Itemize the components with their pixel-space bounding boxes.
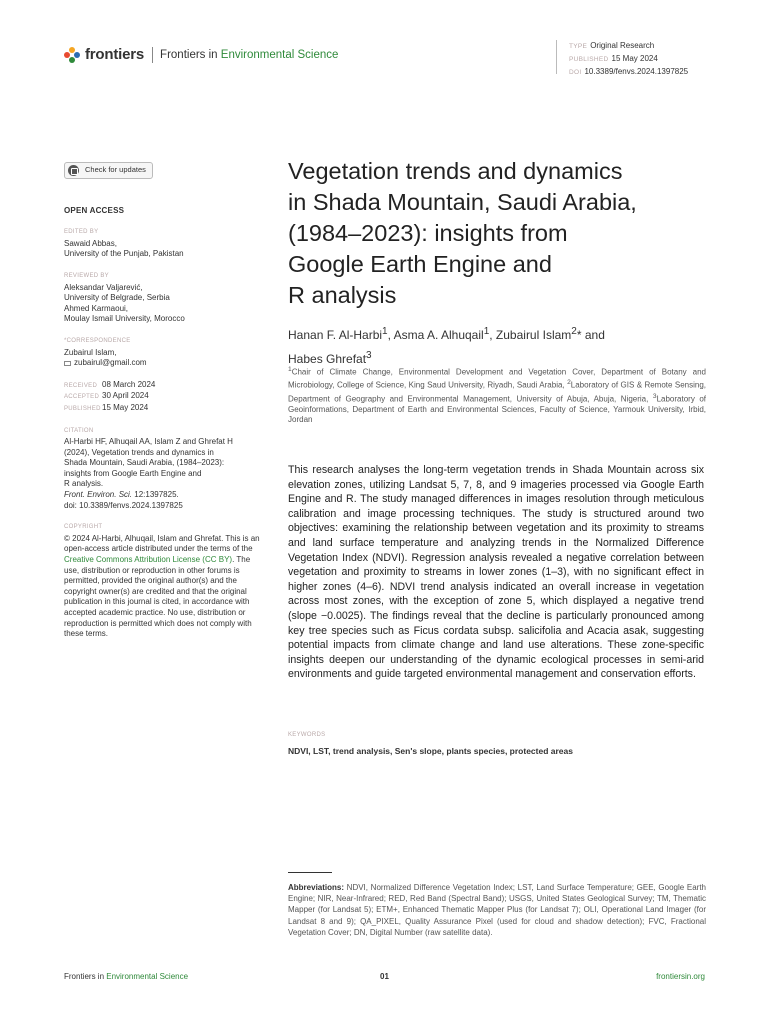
footnote-rule — [288, 872, 332, 873]
reviewed-by-label: REVIEWED BY — [64, 272, 109, 279]
citation-line-1: Al-Harbi HF, Alhuqail AA, Islam Z and Ghrefat H — [64, 437, 233, 447]
article-meta — [556, 40, 688, 74]
correspondence-name: Zubairul Islam, — [64, 347, 117, 357]
keywords-label: KEYWORDS — [288, 732, 326, 738]
editor-name: Sawaid Abbas, — [64, 238, 117, 248]
author-3[interactable]: Zubairul Islam$^2$* — [495, 326, 582, 342]
citation-journal: Front. Environ. Sci. 12:1397825. — [64, 490, 179, 500]
update-icon — [68, 165, 79, 176]
edited-by-label: EDITED BY — [64, 229, 99, 236]
editor-affiliation: University of the Punjab, Pakistan — [64, 249, 184, 259]
frontiers-logo-icon — [64, 47, 80, 63]
citation-line-2: (2024), Vegetation trends and dynamics in — [64, 447, 214, 457]
affiliations: $^1$Chair of Climate Change, Environmental Development and Vegetation Cover, Department of Botany and Microbiology, College of Science, King Saud University, Riyadh, Saudi Arabia, $^2$Laboratory of GIS & Remote Sensing, Department of Geography and Environmental Management, University of Abuja, Abuja, Nigeria, $^3$Laboratory of Geoinformations, Department of Earth and Environmental Sciences, Faculty of Science, Yarmouk University, Irbid, Jordan — [288, 366, 707, 425]
received-date: RECEIVED 08 March 2024 — [64, 379, 156, 389]
reviewer-2-affiliation: Moulay Ismail University, Morocco — [64, 314, 185, 324]
author-4[interactable]: Habes Ghrefat$^3$ — [288, 349, 372, 366]
article-title: Vegetation trends and dynamics in Shada Mountain, Saudi Arabia, (1984–2023): insights from Google Earth Engine and R analysis — [288, 158, 637, 308]
page-number: 01 — [380, 972, 389, 981]
abbreviations: Abbreviations: NDVI, Normalized Difference Vegetation Index; LST, Land Surface Temperature; GEE, Google Earth Engine; NIR, Near-Infrared; RED, Red Band (Spectral Band); USGS, United States Geological Survey; TM, Thematic Mapper (for Landsat 5); ETM+, Enhanced Thematic Mapper Plus (for Landsat 7); OLI, Operational Land Imager (for Landsat 8 and 9); QA_PIXEL, Quality Assurance Pixel (used for cloud and shadow detection); FVC, Fractional Vegetation Cover; DN, Digital Number (raw satellite data). — [288, 883, 706, 937]
author-1[interactable]: Hanan F. Al-Harbi$^1$ — [288, 326, 388, 342]
footer-site-link[interactable]: frontiersin.org — [656, 972, 705, 981]
reviewer-1-affiliation: University of Belgrade, Serbia — [64, 293, 170, 303]
citation-label: CITATION — [64, 427, 94, 434]
left-sidebar — [64, 162, 264, 640]
citation-line-3: Shada Mountain, Saudi Arabia, (1984–2023): — [64, 458, 225, 468]
copyright-label: COPYRIGHT — [64, 524, 103, 531]
page-header — [64, 40, 714, 80]
abstract: This research analyses the long-term vegetation trends in Shada Mountain across six elevation zones, utilizing Landsat 5, 7, 8, and 9 imageries processed via Google Earth Engine and R. The study managed differences in images resolution through meticulous calibration and image processing techniques. The study is structured around two objectives: examining the relationship between vegetation and its proximity to streams and land surface temperature and analyzing trends in the Normalized Difference Vegetation Index (NDVI). Regression analysis revealed a negative correlation between vegetation and proximity to streams in lower zones (1–3), with no significant effect in higher zones (4–6). NDVI trend analysis indicated an overall increase in vegetation across most zones, with the exception of zone 5, which displayed a negative trend (slope −0.0025). The findings reveal that the decline is particularly pronounced among key tree species such as Ficus cordata subsp. salicifolia and Acacia asak, suggesting potential impacts from climate change and land use alterations. These zone-specific insights deepen our understanding of the dynamic ecological processes in semi-arid environments and guide targeted environmental management and conservation efforts. — [288, 464, 704, 681]
accepted-date: ACCEPTED 30 April 2024 — [64, 391, 149, 401]
author-2[interactable]: Asma A. Alhuqail$^1$ — [393, 326, 490, 342]
logo-divider — [152, 47, 153, 63]
published-date: PUBLISHED15 May 2024 — [64, 402, 149, 412]
copyright-text: © 2024 Al-Harbi, Alhuqail, Islam and Ghrefat. This is an open-access article distributed under the terms of the Creative Commons Attribution License (CC BY). The use, distribution or reproduction in other forums is permitted, provided the original author(s) and the copyright owner(s) are credited and that the original publication in this journal is cited, in accordance with accepted academic practice. No use, distribution or reproduction is permitted which does not comply with these terms. — [64, 533, 260, 639]
citation-line-4: insights from Google Earth Engine and — [64, 468, 202, 478]
meta-type: TYPE Original Research — [569, 41, 655, 50]
email-icon — [64, 361, 71, 366]
footer-journal: Frontiers in Environmental Science — [64, 972, 189, 981]
journal-logo[interactable] — [64, 46, 338, 63]
article-dates — [64, 380, 264, 415]
check-for-updates-button[interactable]: Check for updates — [64, 162, 153, 179]
keywords: NDVI, LST, trend analysis, Sen's slope, plants species, protected areas — [288, 746, 573, 756]
correspondence-label: *CORRESPONDENCE — [64, 337, 131, 344]
correspondence-email[interactable]: zubairul@gmail.com — [64, 358, 264, 369]
meta-doi[interactable]: DOI 10.3389/fenvs.2024.1397825 — [569, 67, 689, 76]
reviewer-1-name: Aleksandar Valjarević, — [64, 282, 143, 292]
citation-doi[interactable]: doi: 10.3389/fenvs.2024.1397825 — [64, 500, 183, 510]
cc-by-license-link[interactable]: Creative Commons Attribution License (CC BY) — [64, 555, 233, 565]
journal-name: Frontiers in Environmental Science — [160, 48, 339, 61]
reviewer-2-name: Ahmed Karmaoui, — [64, 303, 129, 313]
logo-wordmark: frontiers — [85, 46, 145, 63]
citation-line-5: R analysis. — [64, 479, 104, 489]
open-access-label: OPEN ACCESS — [64, 205, 125, 215]
meta-published: PUBLISHED 15 May 2024 — [569, 54, 658, 63]
author-list: Hanan F. Al-Harbi$^1$, Asma A. Alhuqail$^1$, Zubairul Islam$^2$* and Habes Ghrefat$^3$ — [288, 326, 605, 366]
